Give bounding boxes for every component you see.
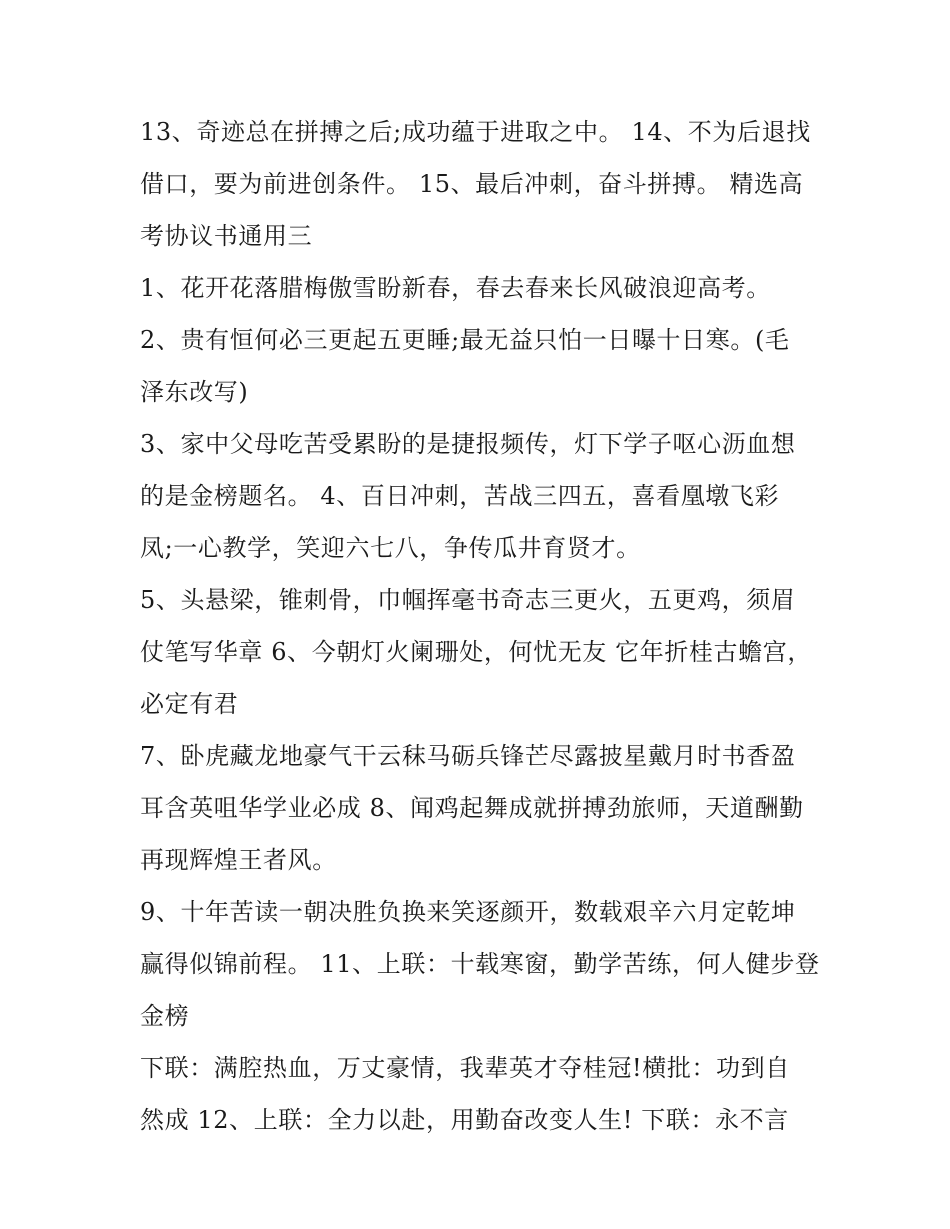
text-line: 必定有君 <box>140 690 239 718</box>
document-body <box>140 106 820 1146</box>
text-line: 5、头悬梁，锥刺骨，巾帼挥毫书奇志三更火，五更鸡，须眉 <box>140 586 796 614</box>
text-line: 泽东改写) <box>140 378 249 406</box>
text-line: 3、家中父母吃苦受累盼的是捷报频传，灯下学子呕心沥血想 <box>140 430 796 458</box>
text-line: 赢得似锦前程。 11、上联：十载寒窗，勤学苦练，何人健步登 <box>140 950 820 978</box>
text-line: 仗笔写华章 6、今朝灯火阑珊处，何忧无友 它年折桂古蟾宫， <box>140 638 812 666</box>
text-line: 再现辉煌王者风。 <box>140 846 337 874</box>
text-line: 借口，要为前进创条件。 15、最后冲刺，奋斗拼搏。 精选高 <box>140 170 804 198</box>
text-line: 2、贵有恒何必三更起五更睡;最无益只怕一日曝十日寒。(毛 <box>140 326 790 354</box>
text-line: 7、卧虎藏龙地豪气干云秣马砺兵锋芒尽露披星戴月时书香盈 <box>140 742 796 770</box>
text-line: 的是金榜题名。 4、百日冲刺，苦战三四五，喜看凰墩飞彩 <box>140 482 780 510</box>
text-line: 1、花开花落腊梅傲雪盼新春，春去春来长风破浪迎高考。 <box>140 274 771 302</box>
text-line: 金榜 <box>140 1002 190 1030</box>
text-line: 9、十年苦读一朝决胜负换来笑逐颜开，数载艰辛六月定乾坤 <box>140 898 796 926</box>
text-line: 下联：满腔热血，万丈豪情，我辈英才夺桂冠!横批：功到自 <box>140 1054 790 1082</box>
text-line: 耳含英咀华学业必成 8、闻鸡起舞成就拼搏劲旅师，天道酬勤 <box>140 794 804 822</box>
text-line: 13、奇迹总在拼搏之后;成功蕴于进取之中。 14、不为后退找 <box>140 118 811 146</box>
text-line: 考协议书通用三 <box>140 222 313 250</box>
text-line: 凤;一心教学，笑迎六七八，争传瓜井育贤才。 <box>140 534 641 562</box>
text-line: 然成 12、上联：全力以赴，用勤奋改变人生! 下联：永不言 <box>140 1106 789 1134</box>
